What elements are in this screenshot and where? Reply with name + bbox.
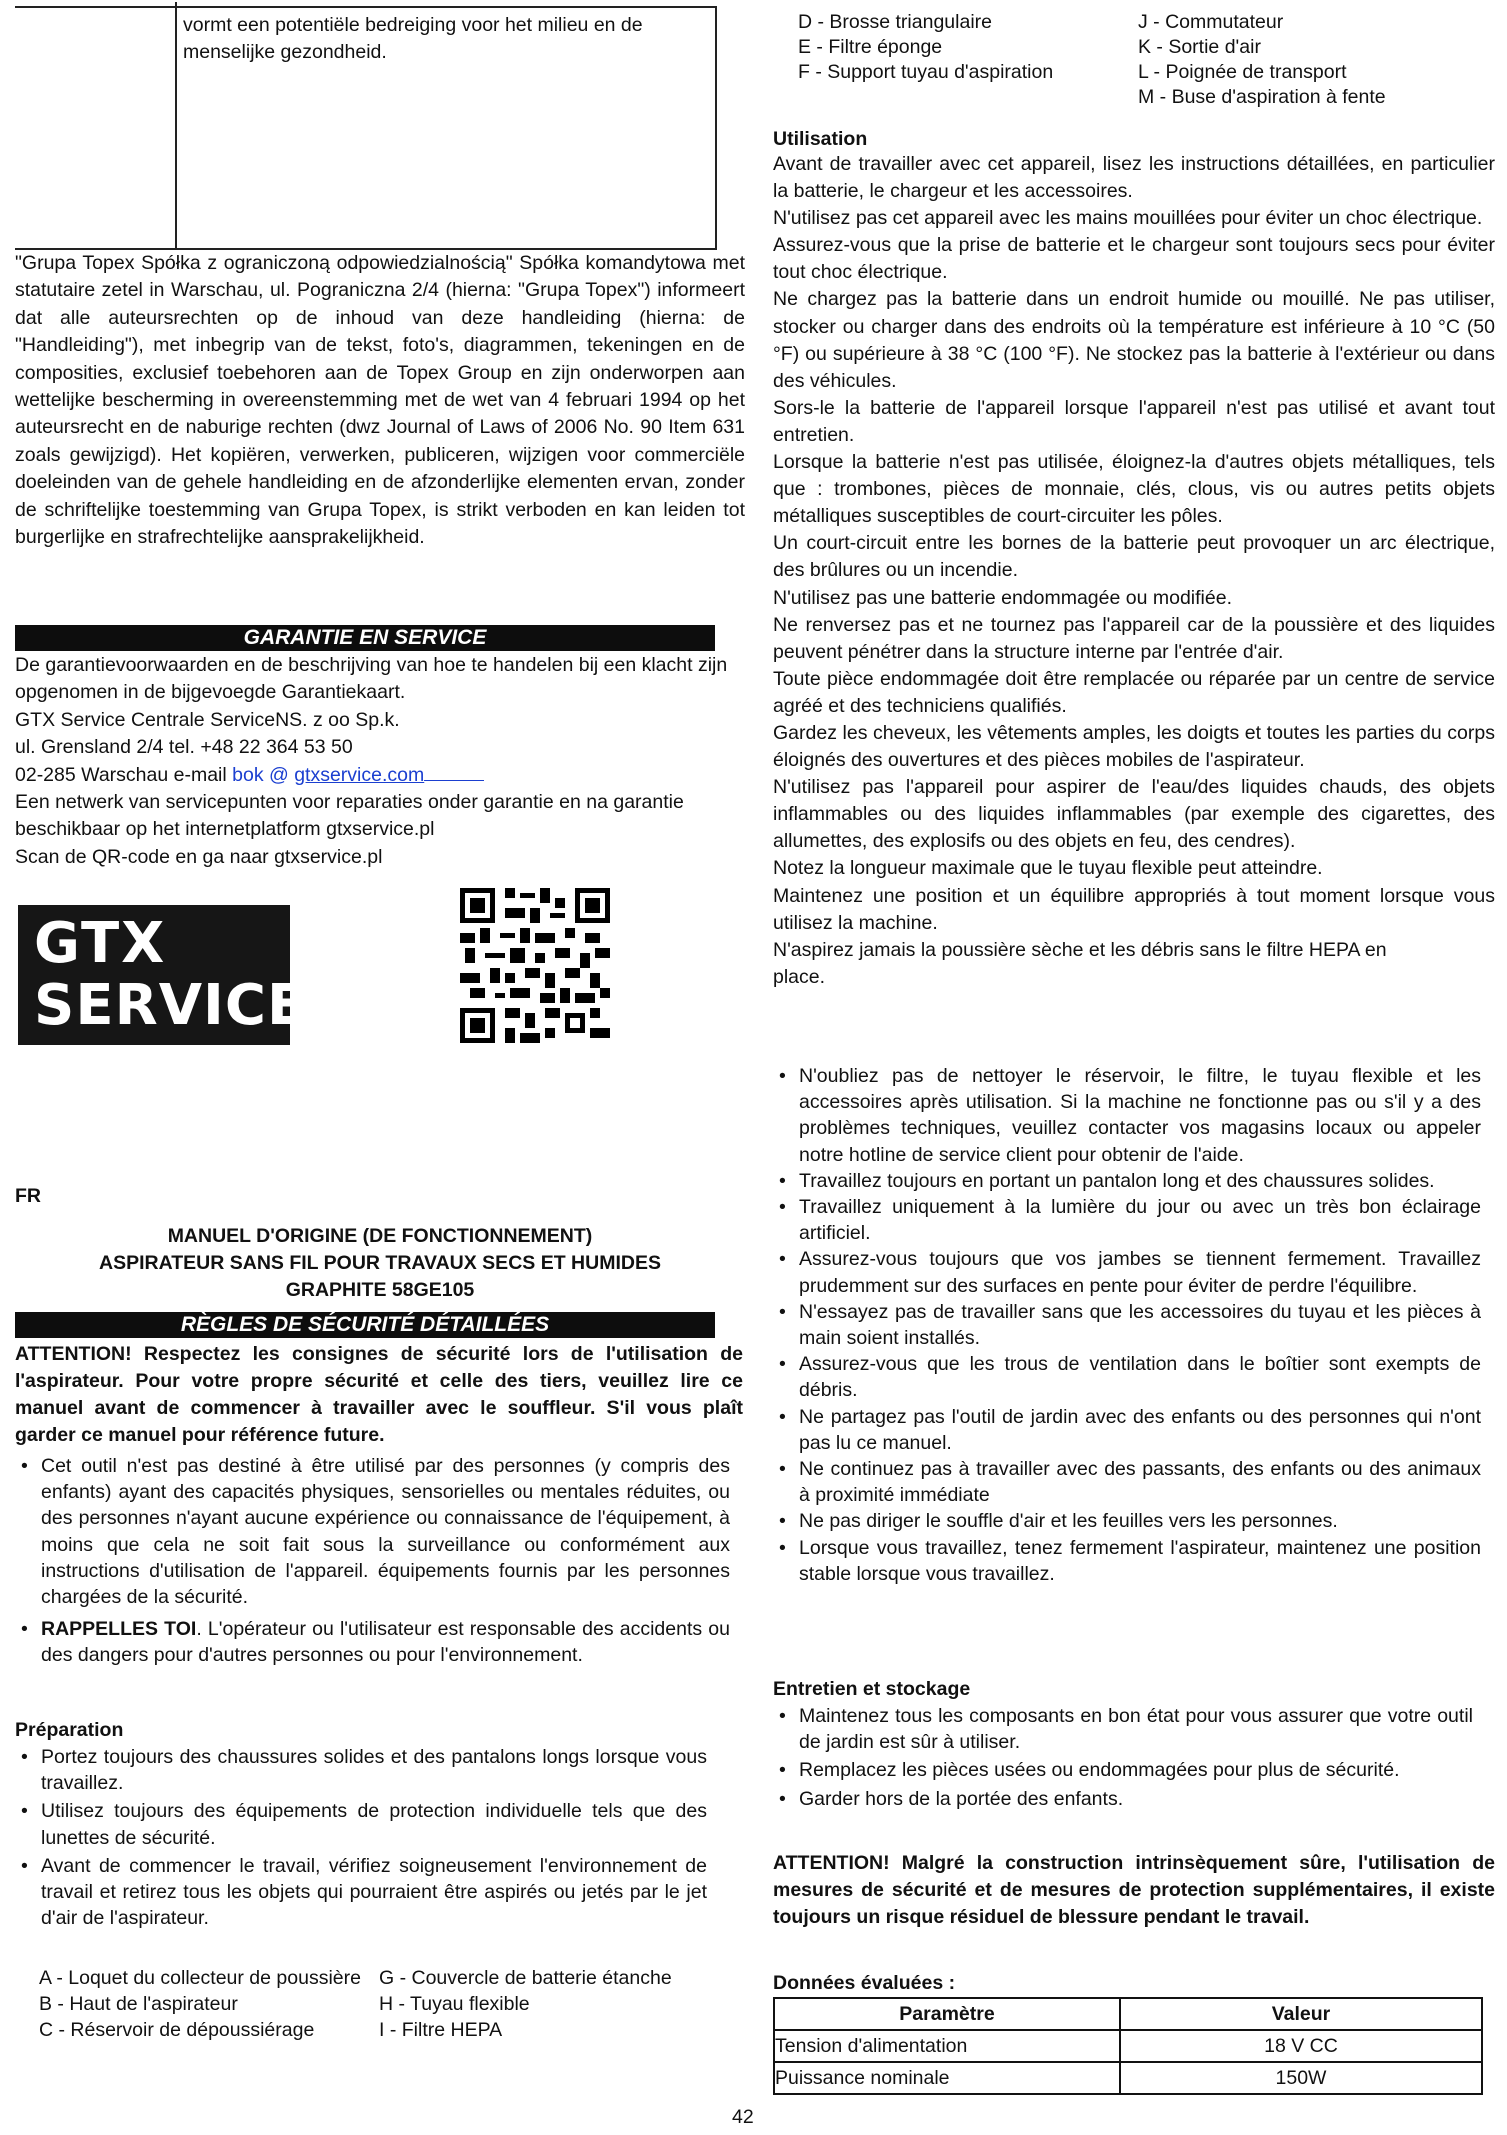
list-item: • Lorsque vous travaillez, tenez fermement l'aspirateur, maintenez une position stable lorsque vous travaillez. [773,1535,1481,1587]
maintenance-title: Entretien et stockage [773,1678,971,1700]
usage-para: Toute pièce endommagée doit être remplacée ou réparée par un centre de service agréé et des techniciens qualifiés. [773,667,1495,717]
part-item: M - Buse d'aspiration à fente [1138,86,1386,108]
column-header: Valeur [1120,1998,1482,2030]
usage-para: Gardez les cheveux, les vêtements amples, les doigts et toutes les parties du corps éloignés des ouvertures et des pièces mobiles de l'aspirateur. [773,721,1495,772]
column-header: Paramètre [774,1998,1120,2030]
usage-para: Avant de travailler avec cet appareil, lisez les instructions détaillées, en particulier la batterie, le chargeur et les accessoires. [773,153,1495,203]
residual-risk-notice: ATTENTION! Malgré la construction intrinsèquement sûre, l'utilisation de mesures de sécurité et de mesures de protection supplémentaires, il existe toujours un risque résiduel de blessure pendant le travail. [773,1852,1495,1928]
table-row [774,2030,1482,2062]
preparation-list [15,1744,707,1931]
qr-code[interactable] [460,888,610,1043]
usage-para: N'utilisez pas cet appareil avec les mains mouillées pour éviter un choc électrique. [773,207,1483,230]
list-item: • Maintenez tous les composants en bon état pour vous assurer que votre outil de jardin est sûr à utiliser. [773,1703,1473,1755]
warranty-section [15,652,745,871]
parts-list-right [798,10,1498,110]
usage-para: Ne chargez pas la batterie dans un endroit humide ou mouillé. Ne pas utiliser, stocker ou charger dans des endroits où la température est inférieure à 10 °C (50 °F) ou supérieure à 38 °C (100 °F). Ne stockez pas la batterie à l'extérieur ou dans des véhicules. [773,288,1495,392]
disposal-text: vormt een potentiële bedreiging voor het milieu en de menselijke gezondheid. [183,14,643,64]
disposal-box [15,6,717,250]
usage-para: Assurez-vous que la prise de batterie et le chargeur sont toujours secs pour éviter tout choc électrique. [773,234,1495,284]
usage-title: Utilisation [773,128,868,150]
part-item: L - Poignée de transport [1138,61,1347,83]
part-item: F - Support tuyau d'aspiration [798,61,1054,83]
usage-para: N'utilisez pas l'appareil pour aspirer de l'eau/des liquides chauds, des objets inflammables ou des liquides inflammables (par exemple des cigarettes, des allumettes, des explosifs ou des objets en feu, des cendres). [773,776,1495,853]
table-row [774,2062,1482,2094]
table-cell: 150W [1120,2062,1482,2094]
usage-para: Maintenez une position et un équilibre appropriés à tout moment lorsque vous utilisez la machine. [773,884,1495,934]
language-code: FR [15,1185,41,1207]
usage-para: Lorsque la batterie n'est pas utilisée, éloignez-la d'autres objets métalliques, tels que : trombones, pièces de monnaie, clés, clous, vis ou autres petits objets métalliques susceptibles de court-circuiter les pôles. [773,451,1495,528]
warranty-header: GARANTIE EN SERVICE [15,625,715,651]
service-network: Een netwerk van servicepunten voor reparaties onder garantie en na garantie beschikbaar op het internetplatform gtxservice.pl [15,791,684,841]
list-item: • Assurez-vous que les trous de ventilation dans le boîtier sont exempts de débris. [773,1351,1481,1403]
manual-title: MANUEL D'ORIGINE (DE FONCTIONNEMENT) ASPIRATEUR SANS FIL POUR TRAVAUX SECS ET HUMIDES GRAPHITE 58GE105 [99,1225,661,1301]
part-item: J - Commutateur [1138,11,1284,33]
list-item: • Utilisez toujours des équipements de protection individuelle tels que des lunettes de sécurité. [15,1798,707,1850]
maintenance-list [773,1703,1473,1812]
list-item: • Remplacez les pièces usées ou endommagées pour plus de sécurité. [773,1757,1473,1783]
usage-para: N'utilisez pas une batterie endommagée ou modifiée. [773,586,1232,609]
preparation-title: Préparation [15,1719,124,1741]
usage-para: N'aspirez jamais la poussière sèche et les débris sans le filtre HEPA en place. [773,938,1387,988]
warranty-conditions: De garantievoorwaarden en de beschrijving van hoe te handelen bij een klacht zijn opgenomen in de bijgevoegde Garantiekaart. [15,654,728,704]
rated-data-title: Données évaluées : [773,1972,956,1994]
list-item: • Travaillez toujours en portant un pantalon long et des chaussures solides. [773,1168,1481,1194]
part-item: H - Tuyau flexible [379,1993,530,2015]
list-item: • RAPPELLES TOI. L'opérateur ou l'utilisateur est responsable des accidents ou des dangers pour d'autres personnes ou pour l'environnement. [15,1616,730,1668]
list-item: • Cet outil n'est pas destiné à être utilisé par des personnes (y compris des enfants) ayant des capacités physiques, sensorielles ou mentales réduites, ou des personnes n'ayant aucune expérience ou connaissance de l'équipement, à moins que cela ne soit fait sous la surveillance ou conformément aux instructions d'utilisation de l'appareil. équipements fournis par les personnes chargées de la sécurité. [15,1453,730,1610]
rated-data-table [773,1997,1483,2095]
usage-para: Ne renversez pas et ne tournez pas l'appareil car de la poussière et des liquides peuvent pénétrer dans la structure interne par l'entrée d'air. [773,613,1495,663]
qr-instruction: Scan de QR-code en ga naar gtxservice.pl [15,845,383,868]
usage-para: Sors-le la batterie de l'appareil lorsque l'appareil n'est pas utilisé et avant tout entretien. [773,396,1495,446]
list-item: • N'essayez pas de travailler sans que les accessoires du tuyau et les pièces à main soient installés. [773,1299,1481,1351]
list-item: • Ne partagez pas l'outil de jardin avec des enfants ou des personnes qui n'ont pas lu ce manuel. [773,1404,1481,1456]
usage-paragraphs [773,151,1495,991]
part-item: A - Loquet du collecteur de poussière [39,1967,361,1989]
safety-rules-header: RÈGLES DE SÉCURITÉ DÉTAILLÉES [15,1312,715,1338]
list-item: • Avant de commencer le travail, vérifiez soigneusement l'environnement de travail et retirez tous les objets qui pourraient être aspirés ou jetés par le jet d'air de l'aspirateur. [15,1853,707,1932]
list-item: • N'oubliez pas de nettoyer le réservoir, le filtre, le tuyau flexible et les accessoires après utilisation. Si la machine ne fonctionne pas ou s'il y a des problèmes techniques, veuillez contacter vos magasins locaux ou appeler notre hotline de service client pour obtenir de l'aide. [773,1063,1481,1168]
usage-bullets [773,1063,1481,1587]
part-item: C - Réservoir de dépoussiérage [39,2019,315,2041]
part-item: K - Sortie d'air [1138,36,1261,58]
service-link[interactable]: gtxservice.com [294,763,425,786]
part-item: G - Couvercle de batterie étanche [379,1967,672,1989]
page-number: 42 [732,2106,754,2128]
safety-bullets [15,1453,730,1669]
service-contact: 02-285 Warschau e-mail bok @ gtxservice.com [15,762,745,789]
list-item: • Assurez-vous toujours que vos jambes se tiennent fermement. Travaillez prudemment sur des surfaces en pente pour éviter de perdre l'équilibre. [773,1246,1481,1298]
usage-para: Notez la longueur maximale que le tuyau flexible peut atteindre. [773,857,1323,880]
service-center-name: GTX Service Centrale ServiceNS. z oo Sp.k. [15,708,400,731]
table-header-row [774,1998,1482,2030]
email-prefix: bok @ [232,763,295,786]
list-item: • Ne pas diriger le souffle d'air et les feuilles vers les personnes. [773,1508,1481,1534]
list-item: • Portez toujours des chaussures solides et des pantalons longs lorsque vous travaillez. [15,1744,707,1796]
parts-list-left [39,1965,749,2043]
part-item: E - Filtre éponge [798,36,943,58]
part-item: D - Brosse triangulaire [798,11,992,33]
table-cell: 18 V CC [1120,2030,1482,2062]
part-item: I - Filtre HEPA [379,2019,503,2041]
attention-notice: ATTENTION! Respectez les consignes de sécurité lors de l'utilisation de l'aspirateur. Pour votre propre sécurité et celle des tiers, veuillez lire ce manuel avant de commencer à travailler avec le souffleur. S'il vous plaît garder ce manuel pour référence future. [15,1343,743,1446]
gtx-service-logo: GTX SERVICE [18,905,290,1045]
table-cell: Tension d'alimentation [774,2030,1120,2062]
list-item: • Travaillez uniquement à la lumière du jour ou avec un très bon éclairage artificiel. [773,1194,1481,1246]
list-item: • Garder hors de la portée des enfants. [773,1786,1473,1812]
list-item: • Ne continuez pas à travailler avec des passants, des enfants ou des animaux à proximité immédiate [773,1456,1481,1508]
service-address: ul. Grensland 2/4 tel. +48 22 364 53 50 [15,736,353,759]
part-item: B - Haut de l'aspirateur [39,1993,238,2015]
copyright-notice: "Grupa Topex Spółka z ograniczoną odpowiedzialnością" Spółka komandytowa met statutaire zetel in Warschau, ul. Pograniczna 2/4 (hierna: "Grupa Topex") informeert dat alle auteursrechten op de inhoud van deze handleiding (hierna: de "Handleiding"), met inbegrip van de tekst, foto's, diagrammen, tekeningen en de composities, exclusief toebehoren aan de Topex Group en zijn onderworpen aan wettelijke bescherming in overeenstemming met de wet van 4 februari 1994 op het auteursrecht en de naburige rechten (dwz Journal of Laws of 2006 No. 90 Item 631 zoals gewijzigd). Het kopiëren, verwerken, publiceren, wijzigen voor commerciële doeleinden van de gehele handleiding en de afzonderlijke elementen ervan, zonder de schriftelijke toestemming van Grupa Topex, is strikt verboden en kan leiden tot burgerlijke en strafrechtelijke aansprakelijkheid. [15,252,745,549]
usage-para: Un court-circuit entre les bornes de la batterie peut provoquer un arc électrique, des brûlures ou un incendie. [773,532,1495,582]
table-cell: Puissance nominale [774,2062,1120,2094]
